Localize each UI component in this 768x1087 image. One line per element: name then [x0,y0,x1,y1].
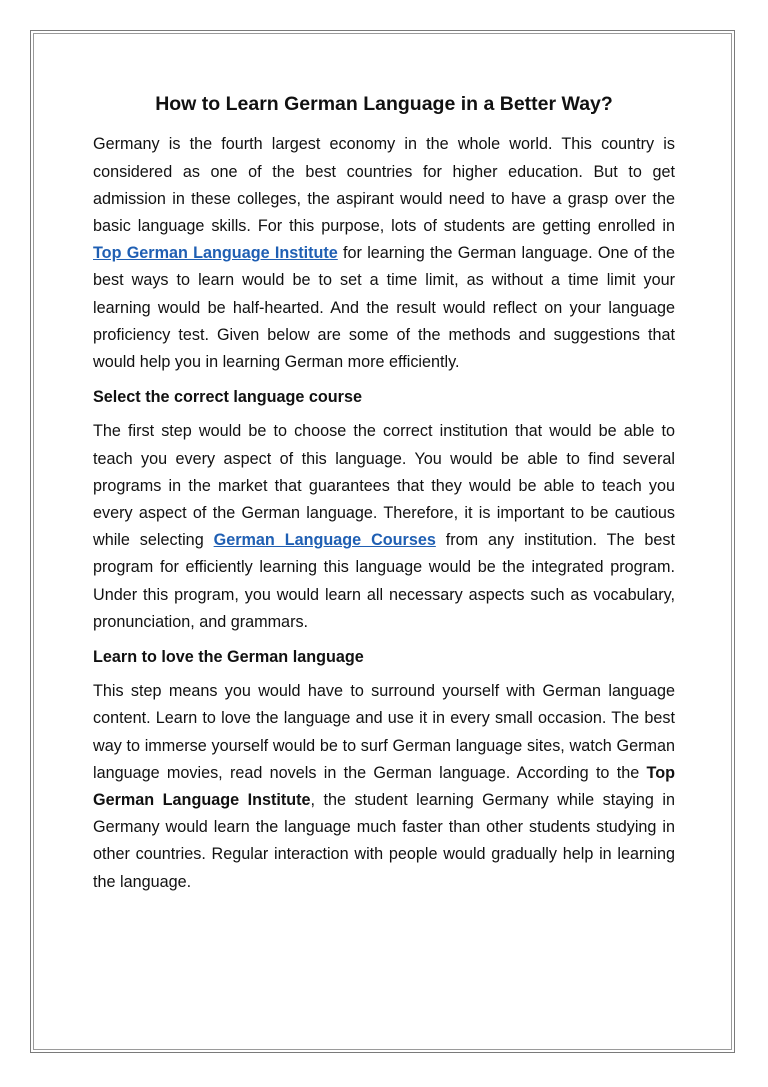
top-german-language-institute-link[interactable]: Top German Language Institute [93,244,338,263]
section-1-heading: Select the correct language course [93,388,362,407]
section-2-heading: Learn to love the German language [93,648,364,666]
intro-text-1: Germany is the fourth largest economy in the whole world. This country is considered as one of the best countries for higher education. But to get admission in these colleges, the aspirant would need to have a grasp over the basic language skills. For this purpose, lots of students are getting enrolled in [93,135,675,235]
top-german-language-institute-bold: Top German Language Institute [93,763,675,810]
section-2-paragraph [93,678,675,896]
section-1-text-1: The first step would be to choose the correct institution that would be able to teach you every aspect of this language. You would be able to find several programs in the market that guarantees that they would be able to teach you every aspect of the German language. Therefore, it is important to be cautious while selecting [93,422,675,550]
section-1-paragraph [93,418,675,636]
section-1-text-2: from any institution. The best program for efficiently learning this language would be the integrated program. Under this program, you would learn all necessary aspects such as vocabulary, pronunciation, and grammars. [93,531,675,631]
section-2-text-2: , the student learning Germany while staying in Germany would learn the language much faster than other students studying in other countries. Regular interaction with people would gradually help in learning the language. [93,791,675,891]
german-language-courses-link[interactable]: German Language Courses [213,531,436,550]
intro-text-2: for learning the German language. One of the best ways to learn would be to set a time limit, as without a time limit your learning would be half-hearted. And the result would reflect on your language proficiency test. Given below are some of the methods and suggestions that would help you in learning German more efficiently. [93,244,675,371]
section-2-text-1: This step means you would have to surround yourself with German language content. Learn to love the language and use it in every small occasion. The best way to immerse yourself would be to surf German language sites, watch German language movies, read novels in the German language. According to the [93,682,675,782]
document-body [93,92,675,904]
document-title: How to Learn German Language in a Better Way? [155,93,613,115]
intro-paragraph [93,131,675,376]
